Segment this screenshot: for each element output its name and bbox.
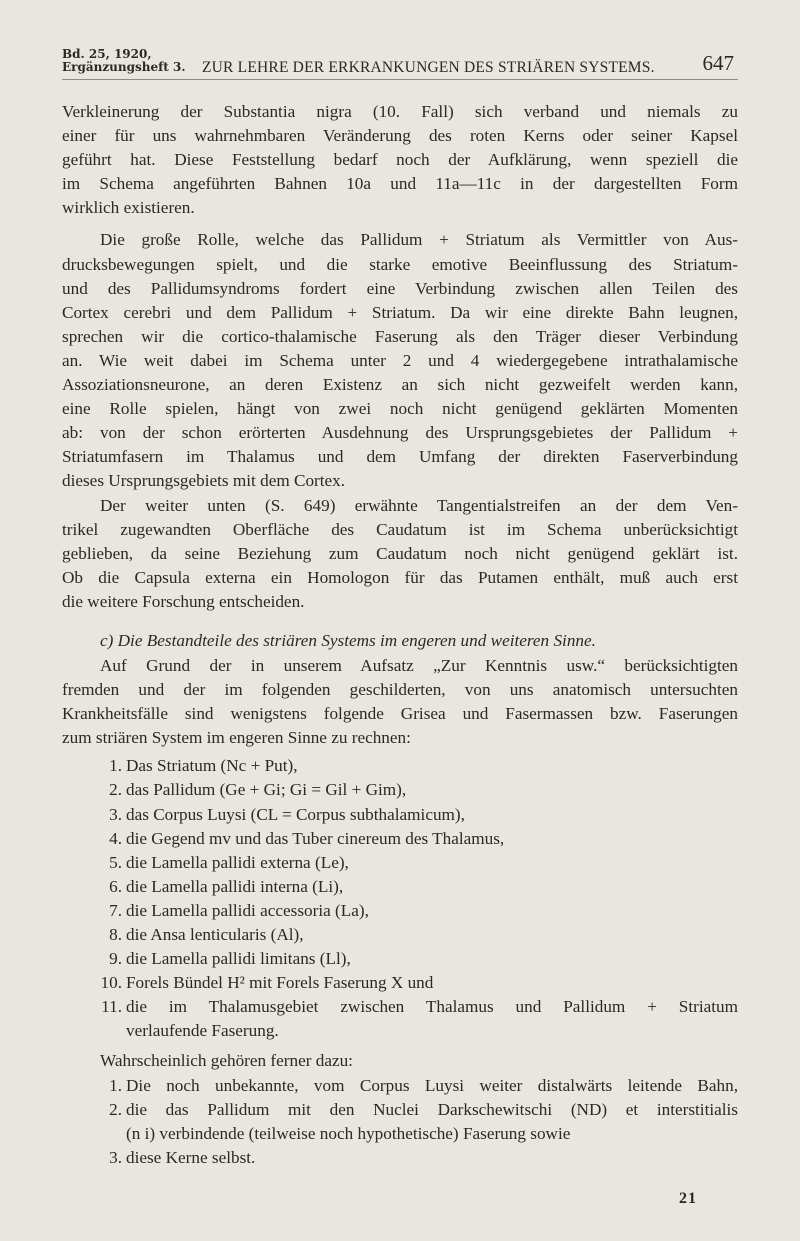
- text-line: Der weiter unten (S. 649) erwähnte Tangentialstreifen an der dem Ven-: [100, 495, 738, 515]
- list-number: 6.: [109, 876, 122, 896]
- text-line: im Schema angeführten Bahnen 10a und 11a—11c in der dargestellten Form: [62, 174, 738, 194]
- list-text: Forels Bündel H² mit Forels Faserung X und: [126, 973, 434, 993]
- running-header: [62, 48, 738, 84]
- page-number: 647: [702, 51, 734, 75]
- text-line: geblieben, da seine Beziehung zum Caudatum noch nicht genügend geklärt ist.: [62, 543, 738, 563]
- section-heading: c) Die Bestandteile des striären Systems im engeren und weiteren Sinne.: [100, 630, 596, 650]
- list-item: [62, 827, 738, 851]
- list-item: [62, 754, 738, 778]
- text-line: an. Wie weit dabei im Schema unter 2 und 4 wiedergegebene intrathalamische: [62, 350, 738, 370]
- text-line: sprechen wir die cortico-thalamische Faserung als den Träger dieser Verbindung: [62, 326, 738, 346]
- running-title: ZUR LEHRE DER ERKRANKUNGEN DES STRIÄREN SYSTEMS.: [202, 59, 655, 76]
- text-line: eine Rolle spielen, hängt von zwei noch nicht genügend geklärten Momenten: [62, 399, 738, 419]
- list-item: [62, 1146, 738, 1170]
- list-item: [62, 778, 738, 802]
- list-number: 5.: [109, 852, 122, 872]
- text-line: Ob die Capsula externa ein Homologon für das Putamen enthält, muß auch erst: [62, 567, 738, 587]
- list-number: 11.: [101, 997, 122, 1017]
- list-text: die Lamella pallidi interna (Li),: [126, 876, 344, 896]
- paragraph-2: [62, 228, 738, 493]
- list-item: [62, 899, 738, 923]
- text-line: einer für uns wahrnehmbaren Veränderung des roten Kerns oder seiner Kapsel: [62, 126, 738, 146]
- text-line: zum striären System im engeren Sinne zu rechnen:: [62, 728, 411, 748]
- list-text: die Gegend mv und das Tuber cinereum des Thalamus,: [126, 828, 505, 848]
- text-line: Auf Grund der in unserem Aufsatz „Zur Kenntnis usw.“ berücksichtigten: [100, 655, 738, 675]
- text-line: die weitere Forschung entscheiden.: [62, 591, 305, 611]
- list-number: 9.: [109, 949, 122, 969]
- body-text: [62, 100, 738, 1170]
- volume-info: [62, 48, 186, 74]
- header-rule: [62, 79, 738, 80]
- list-number: 10.: [100, 973, 122, 993]
- list-text: die Lamella pallidi externa (Le),: [126, 852, 349, 872]
- list-item-continuation: (n i) verbindende (teilweise noch hypothetische) Faserung sowie: [126, 1123, 571, 1143]
- list-text: das Pallidum (Ge + Gi; Gi = Gil + Gim),: [126, 780, 407, 800]
- list-number: 1.: [109, 756, 122, 776]
- list-number: 2.: [109, 780, 122, 800]
- text-line: drucksbewegungen spielt, und die starke emotive Beeinflussung des Striatum-: [62, 254, 738, 274]
- volume-line-2: Ergänzungsheft 3.: [62, 60, 186, 74]
- text-line: Verkleinerung der Substantia nigra (10. Fall) sich verband und niemals zu: [62, 102, 738, 121]
- list-item: [62, 1098, 738, 1122]
- list-item: [62, 923, 738, 947]
- list-text: die Lamella pallidi accessoria (La),: [126, 900, 369, 920]
- list-item-continuation: verlaufende Faserung.: [126, 1021, 279, 1041]
- paragraph-4: [62, 654, 738, 750]
- list-number: 4.: [109, 828, 122, 848]
- volume-line-1: Bd. 25, 1920,: [62, 47, 152, 61]
- text-line: geführt hat. Diese Feststellung bedarf noch der Aufklärung, wenn speziell die: [62, 150, 738, 170]
- list-text: die das Pallidum mit den Nuclei Darkschewitschi (ND) et interstitialis: [126, 1099, 738, 1119]
- list-number: 2.: [109, 1099, 122, 1119]
- list-text: Die noch unbekannte, vom Corpus Luysi weiter distalwärts leitende Bahn,: [126, 1075, 738, 1095]
- paragraph-1: [62, 100, 738, 220]
- text-line: Cortex cerebri und dem Pallidum + Striatum. Da wir eine direkte Bahn leugnen,: [62, 302, 738, 322]
- list-item: [62, 971, 738, 995]
- paragraph-3: [62, 494, 738, 614]
- text-line: dieses Ursprungsgebiets mit dem Cortex.: [62, 471, 346, 491]
- list-item: [62, 947, 738, 971]
- text-line: Die große Rolle, welche das Pallidum + Striatum als Vermittler von Aus-: [100, 230, 738, 250]
- list-item: [62, 851, 738, 875]
- list-number: 7.: [109, 900, 122, 920]
- list-number: 3.: [109, 804, 122, 824]
- probable-list: [62, 1074, 738, 1170]
- paragraph-5: Wahrscheinlich gehören ferner dazu:: [100, 1051, 353, 1071]
- list-text: die Lamella pallidi limitans (Ll),: [126, 949, 351, 969]
- list-item: [62, 803, 738, 827]
- list-number: 3.: [109, 1147, 122, 1167]
- list-item: [62, 995, 738, 1019]
- list-text: das Corpus Luysi (CL = Corpus subthalamicum),: [126, 804, 465, 824]
- list-item: [62, 1074, 738, 1098]
- text-line: wirklich existieren.: [62, 198, 195, 218]
- component-list: [62, 754, 738, 1043]
- text-line: Assoziationsneurone, an deren Existenz an sich nicht gezweifelt werden kann,: [62, 375, 738, 395]
- list-text: diese Kerne selbst.: [126, 1147, 256, 1167]
- list-text: Das Striatum (Nc + Put),: [126, 756, 298, 776]
- signature-mark: 21: [679, 1190, 697, 1207]
- text-line: ab: von der schon erörterten Ausdehnung des Ursprungsgebietes der Pallidum +: [62, 423, 738, 443]
- text-line: fremden und der im folgenden geschilderten, von uns anatomisch untersuchten: [62, 680, 738, 700]
- list-text: die Ansa lenticularis (Al),: [126, 925, 304, 944]
- list-number: 8.: [109, 925, 122, 944]
- list-text: die im Thalamusgebiet zwischen Thalamus und Pallidum + Striatum: [126, 997, 738, 1017]
- text-line: Striatumfasern im Thalamus und dem Umfang der direkten Faserverbindung: [62, 447, 738, 467]
- text-line: Krankheitsfälle sind wenigstens folgende Grisea und Fasermassen bzw. Faserungen: [62, 704, 738, 724]
- list-number: 1.: [109, 1075, 122, 1095]
- list-item: [62, 875, 738, 899]
- text-line: und des Pallidumsyndroms fordert eine Verbindung zwischen allen Teilen des: [62, 278, 738, 298]
- text-line: trikel zugewandten Oberfläche des Caudatum ist im Schema unberücksichtigt: [62, 519, 738, 539]
